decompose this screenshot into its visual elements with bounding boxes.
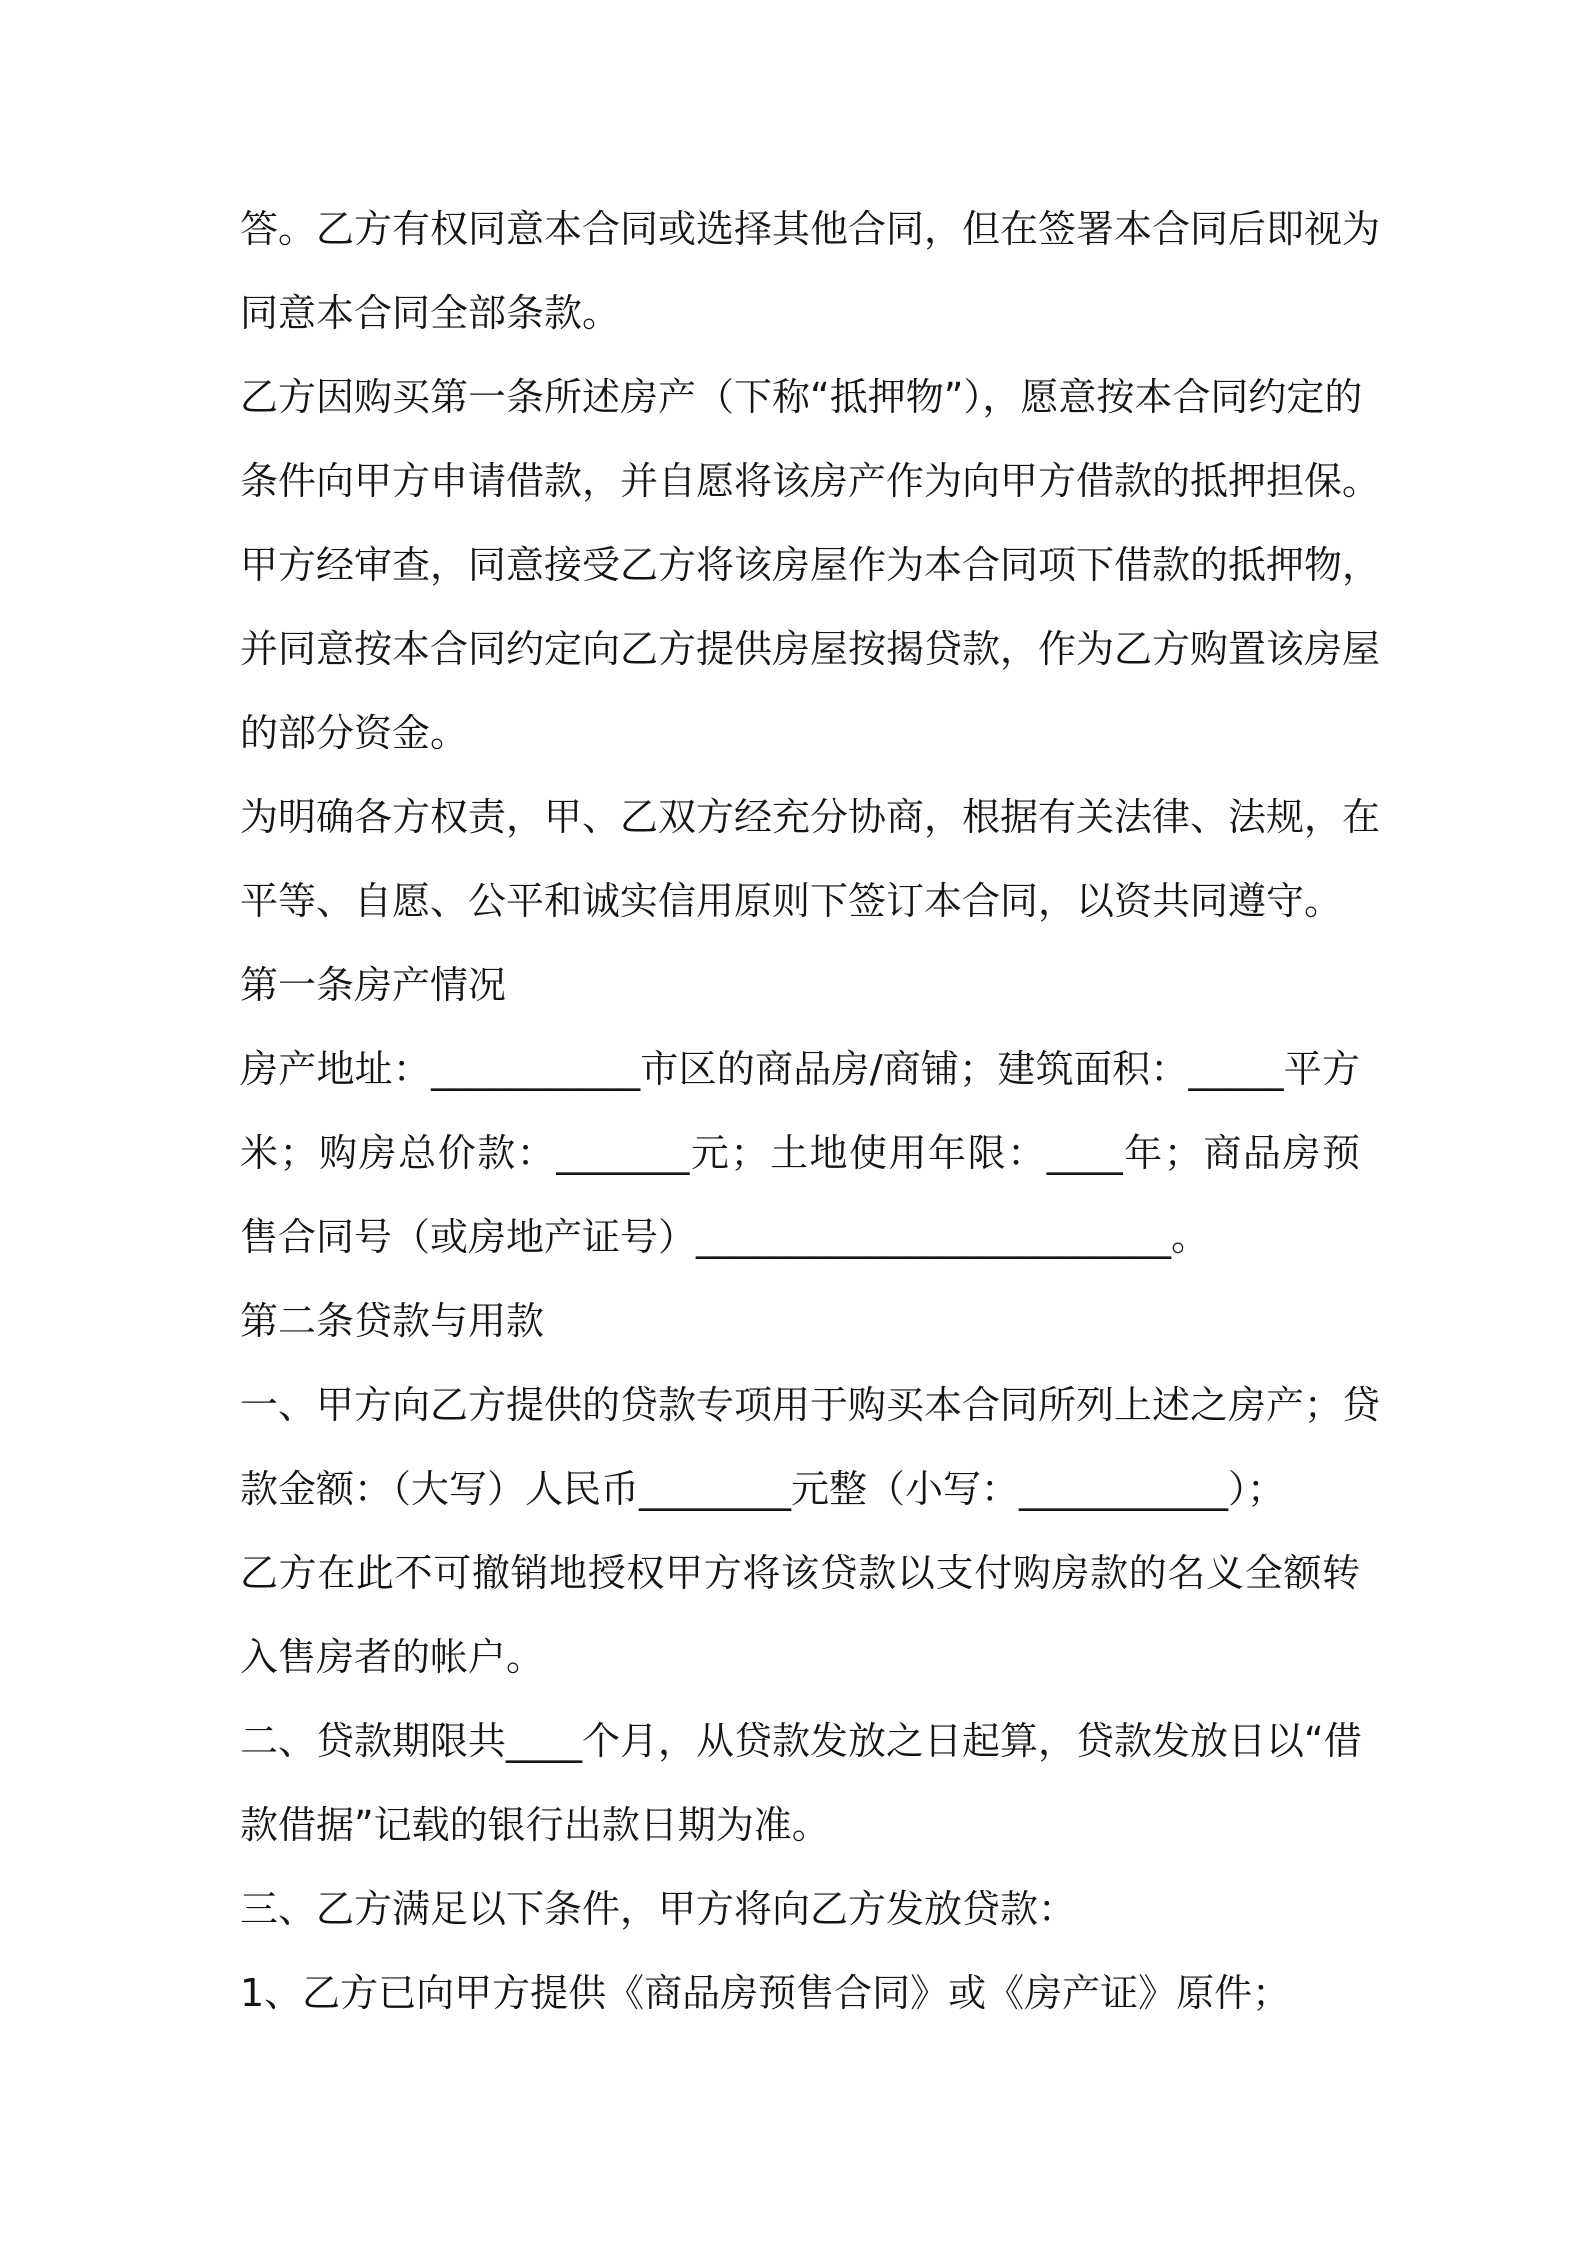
section-heading: 第一条房产情况 — [240, 963, 507, 1007]
section-heading: 第二条贷款与用款 — [240, 1299, 545, 1343]
text-line: 乙方因购买第一条所述房产（下称“抵押物”），愿意按本合同约定的 — [240, 375, 1363, 419]
text-line: 答。乙方有权同意本合同或选择其他合同，但在签署本合同后即视为 — [240, 207, 1381, 251]
document-body — [240, 198, 1381, 2046]
text-line: 售合同号（或房地产证号）_________________________。 — [240, 1215, 1210, 1259]
text-line: 并同意按本合同约定向乙方提供房屋按揭贷款，作为乙方购置该房屋 — [240, 627, 1381, 671]
text-line: 为明确各方权责，甲、乙双方经充分协商，根据有关法律、法规，在 — [240, 795, 1381, 839]
text-line: 入售房者的帐户。 — [240, 1635, 545, 1679]
text-line: 米；购房总价款：_______元；土地使用年限：____年；商品房预 — [240, 1131, 1360, 1175]
text-line: 1、乙方已向甲方提供《商品房预售合同》或《房产证》原件； — [240, 1971, 1291, 2015]
text-line: 房产地址：___________市区的商品房/商铺；建筑面积：_____平方 — [240, 1047, 1360, 1091]
text-line: 平等、自愿、公平和诚实信用原则下签订本合同，以资共同遵守。 — [240, 879, 1343, 923]
text-line: 三、乙方满足以下条件，甲方将向乙方发放贷款： — [240, 1887, 1077, 1931]
text-line: 款借据”记载的银行出款日期为准。 — [240, 1803, 830, 1847]
text-line: 甲方经审查，同意接受乙方将该房屋作为本合同项下借款的抵押物， — [240, 543, 1381, 587]
text-line: 二、贷款期限共____个月，从贷款发放之日起算，贷款发放日以“借 — [240, 1719, 1362, 1763]
text-line: 的部分资金。 — [240, 711, 469, 755]
text-line: 一、甲方向乙方提供的贷款专项用于购买本合同所列上述之房产；贷 — [240, 1383, 1381, 1427]
text-line: 同意本合同全部条款。 — [240, 291, 621, 335]
text-line: 款金额：（大写）人民币________元整（小写：___________）； — [240, 1467, 1286, 1511]
text-line: 条件向甲方申请借款，并自愿将该房产作为向甲方借款的抵押担保。 — [240, 459, 1381, 503]
text-line: 乙方在此不可撤销地授权甲方将该贷款以支付购房款的名义全额转 — [240, 1551, 1360, 1595]
